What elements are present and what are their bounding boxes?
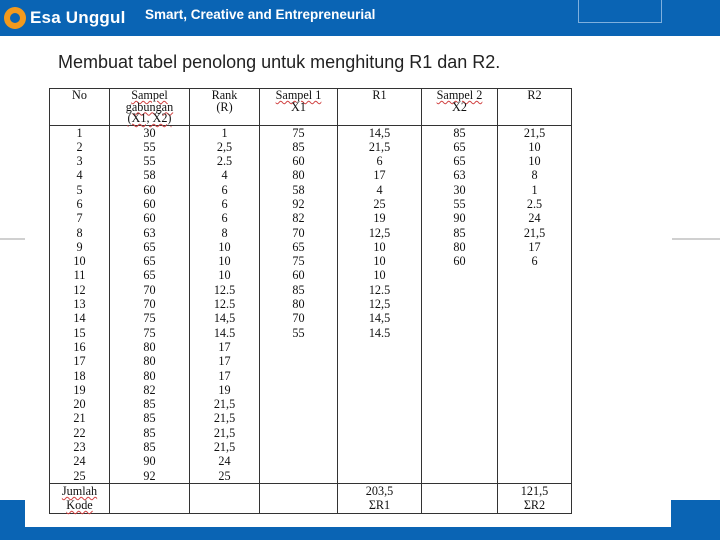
- table-row: [50, 125, 572, 140]
- table-cell: 82: [110, 383, 190, 397]
- footer-cell: ΣR2: [498, 498, 572, 513]
- table-cell: 14.5: [190, 326, 260, 340]
- table-cell: 21,5: [338, 140, 422, 154]
- table-cell: [260, 340, 338, 354]
- column-header: Sampel 2 X2: [422, 89, 498, 126]
- table-cell: 23: [50, 440, 110, 454]
- table-row: [50, 440, 572, 454]
- table-cell: 55: [110, 140, 190, 154]
- table-cell: 60: [110, 211, 190, 225]
- table-cell: [338, 426, 422, 440]
- table-cell: [498, 283, 572, 297]
- table-cell: [338, 340, 422, 354]
- table-cell: [260, 426, 338, 440]
- table-row: [50, 254, 572, 268]
- table-cell: 65: [110, 268, 190, 282]
- table-cell: 60: [260, 268, 338, 282]
- table-cell: 6: [190, 197, 260, 211]
- table-cell: 70: [110, 283, 190, 297]
- table-cell: 10: [498, 154, 572, 168]
- table-cell: [422, 397, 498, 411]
- table-cell: 21,5: [190, 397, 260, 411]
- table-cell: 1: [190, 125, 260, 140]
- table-cell: 25: [338, 197, 422, 211]
- table-cell: 55: [422, 197, 498, 211]
- footer-cell: 203,5: [338, 483, 422, 498]
- table-cell: 6: [190, 211, 260, 225]
- table-cell: 10: [338, 254, 422, 268]
- table-body: [50, 125, 572, 513]
- table-cell: 80: [110, 369, 190, 383]
- table-cell: 20: [50, 397, 110, 411]
- table-cell: 63: [110, 226, 190, 240]
- table-cell: [338, 440, 422, 454]
- table-cell: 80: [260, 297, 338, 311]
- table-cell: 30: [110, 125, 190, 140]
- footer-cell: [422, 483, 498, 498]
- table-cell: 85: [110, 397, 190, 411]
- table-cell: [260, 454, 338, 468]
- table-cell: [260, 440, 338, 454]
- table-cell: [422, 326, 498, 340]
- table-cell: [422, 369, 498, 383]
- table-row: [50, 211, 572, 225]
- table-cell: 10: [338, 240, 422, 254]
- table-cell: 22: [50, 426, 110, 440]
- table-cell: 65: [422, 154, 498, 168]
- table-cell: 19: [50, 383, 110, 397]
- header-bar: [0, 0, 720, 36]
- footer-cell: ΣR1: [338, 498, 422, 513]
- table-cell: 60: [110, 197, 190, 211]
- footer-cell: 121,5: [498, 483, 572, 498]
- helper-table: [49, 88, 572, 514]
- table-cell: 65: [110, 254, 190, 268]
- table-row: [50, 168, 572, 182]
- table-cell: 12.5: [338, 283, 422, 297]
- table-cell: 75: [260, 254, 338, 268]
- footer-cell: [190, 483, 260, 498]
- table-cell: 70: [260, 226, 338, 240]
- table-cell: 21,5: [498, 226, 572, 240]
- divider-left: [0, 238, 28, 240]
- table-cell: [338, 411, 422, 425]
- divider-right: [672, 238, 720, 240]
- column-header: No: [50, 89, 110, 126]
- table-cell: 60: [422, 254, 498, 268]
- table-cell: [422, 469, 498, 484]
- table-row: [50, 426, 572, 440]
- table-row: [50, 311, 572, 325]
- table-cell: [498, 383, 572, 397]
- table-cell: 80: [260, 168, 338, 182]
- table-cell: 55: [110, 154, 190, 168]
- table-cell: 10: [338, 268, 422, 282]
- table-cell: [338, 354, 422, 368]
- table-cell: [498, 469, 572, 484]
- table-cell: 5: [50, 183, 110, 197]
- table-cell: 6: [190, 183, 260, 197]
- table-row: [50, 226, 572, 240]
- table-cell: [498, 411, 572, 425]
- column-header: Sampel 1 X1: [260, 89, 338, 126]
- table-cell: 21,5: [498, 125, 572, 140]
- table-cell: 85: [110, 411, 190, 425]
- table-cell: 1: [50, 125, 110, 140]
- table-row: [50, 369, 572, 383]
- table-row: [50, 268, 572, 282]
- table-cell: 21,5: [190, 440, 260, 454]
- table-row: [50, 454, 572, 468]
- table-cell: 24: [190, 454, 260, 468]
- table-row: [50, 354, 572, 368]
- table-cell: [422, 268, 498, 282]
- table-cell: 10: [50, 254, 110, 268]
- table-cell: [498, 268, 572, 282]
- university-logo: [4, 4, 126, 32]
- table-cell: 17: [50, 354, 110, 368]
- table-cell: [422, 383, 498, 397]
- table-cell: 4: [338, 183, 422, 197]
- table-cell: 65: [422, 140, 498, 154]
- table-cell: [498, 326, 572, 340]
- table-cell: 82: [260, 211, 338, 225]
- table-cell: [498, 454, 572, 468]
- column-header: R2: [498, 89, 572, 126]
- table-cell: 12: [50, 283, 110, 297]
- table-cell: [422, 283, 498, 297]
- table-row: [50, 340, 572, 354]
- table-cell: 2: [50, 140, 110, 154]
- table-cell: [498, 340, 572, 354]
- table-cell: [422, 340, 498, 354]
- footer-cell: [422, 498, 498, 513]
- table-cell: 70: [260, 311, 338, 325]
- table-cell: 15: [50, 326, 110, 340]
- table-cell: 8: [498, 168, 572, 182]
- table-cell: 92: [260, 197, 338, 211]
- table-row: [50, 411, 572, 425]
- table-cell: 18: [50, 369, 110, 383]
- table-cell: 1: [498, 183, 572, 197]
- table-cell: 24: [498, 211, 572, 225]
- table-cell: 85: [260, 283, 338, 297]
- table-cell: 4: [50, 168, 110, 182]
- table-cell: 17: [190, 354, 260, 368]
- footer-cell: Jumlah: [50, 483, 110, 498]
- table-cell: 14,5: [190, 311, 260, 325]
- table-cell: 92: [110, 469, 190, 484]
- table-cell: [338, 369, 422, 383]
- table-cell: 12,5: [338, 226, 422, 240]
- table-cell: 10: [190, 254, 260, 268]
- table-cell: 2,5: [190, 140, 260, 154]
- column-header: Sampel gabungan (X1, X2): [110, 89, 190, 126]
- table-cell: [338, 454, 422, 468]
- column-header: Rank (R): [190, 89, 260, 126]
- table-cell: 85: [110, 426, 190, 440]
- table-row: [50, 197, 572, 211]
- table-cell: 9: [50, 240, 110, 254]
- table-cell: [260, 383, 338, 397]
- table-cell: 58: [260, 183, 338, 197]
- table-cell: 7: [50, 211, 110, 225]
- table-cell: 75: [260, 125, 338, 140]
- table-cell: 80: [110, 354, 190, 368]
- table-cell: 11: [50, 268, 110, 282]
- table-cell: [498, 354, 572, 368]
- table-cell: 19: [338, 211, 422, 225]
- table-cell: [338, 397, 422, 411]
- table-cell: 70: [110, 297, 190, 311]
- table-cell: [498, 297, 572, 311]
- table-cell: [422, 426, 498, 440]
- table-cell: 25: [50, 469, 110, 484]
- table-cell: 19: [190, 383, 260, 397]
- table-cell: 14,5: [338, 125, 422, 140]
- table-cell: 85: [260, 140, 338, 154]
- table-cell: [338, 469, 422, 484]
- table-cell: [260, 369, 338, 383]
- table-cell: 16: [50, 340, 110, 354]
- table-cell: 63: [422, 168, 498, 182]
- table-cell: [260, 469, 338, 484]
- table-cell: [260, 397, 338, 411]
- table-cell: 17: [338, 168, 422, 182]
- table-cell: [422, 411, 498, 425]
- table-cell: 24: [50, 454, 110, 468]
- table-cell: [422, 311, 498, 325]
- table-cell: 4: [190, 168, 260, 182]
- table-cell: 17: [498, 240, 572, 254]
- table-cell: 30: [422, 183, 498, 197]
- table-cell: 8: [190, 226, 260, 240]
- table-cell: 6: [498, 254, 572, 268]
- table-cell: 60: [260, 154, 338, 168]
- table-cell: 8: [50, 226, 110, 240]
- table-row: [50, 183, 572, 197]
- table-row: [50, 326, 572, 340]
- table-row: [50, 469, 572, 484]
- table-cell: 12.5: [190, 283, 260, 297]
- table-cell: 65: [110, 240, 190, 254]
- table-cell: 60: [110, 183, 190, 197]
- footer-cell: [110, 498, 190, 513]
- table-cell: 14: [50, 311, 110, 325]
- table-cell: [498, 311, 572, 325]
- table-cell: [422, 354, 498, 368]
- table-cell: 6: [50, 197, 110, 211]
- table-cell: 17: [190, 369, 260, 383]
- table-cell: 3: [50, 154, 110, 168]
- footer-cell: Kode: [50, 498, 110, 513]
- table-cell: 21: [50, 411, 110, 425]
- table-cell: [260, 354, 338, 368]
- table-row: [50, 154, 572, 168]
- logo-emblem-icon: [4, 7, 26, 29]
- table-cell: 25: [190, 469, 260, 484]
- table-footer-row: [50, 483, 572, 498]
- column-header: R1: [338, 89, 422, 126]
- table-footer-row: [50, 498, 572, 513]
- table-cell: 10: [190, 240, 260, 254]
- footer-cell: [260, 498, 338, 513]
- table-cell: 13: [50, 297, 110, 311]
- table-cell: 10: [190, 268, 260, 282]
- table-cell: [498, 397, 572, 411]
- table-cell: 12.5: [190, 297, 260, 311]
- table-image: [25, 85, 671, 527]
- table-cell: 90: [110, 454, 190, 468]
- footer-cell: [110, 483, 190, 498]
- footer-cell: [260, 483, 338, 498]
- table-row: [50, 297, 572, 311]
- table-cell: 14,5: [338, 311, 422, 325]
- table-row: [50, 240, 572, 254]
- table-cell: [498, 426, 572, 440]
- table-cell: 58: [110, 168, 190, 182]
- table-cell: [422, 297, 498, 311]
- table-cell: 65: [260, 240, 338, 254]
- table-cell: 21,5: [190, 426, 260, 440]
- table-cell: 80: [110, 340, 190, 354]
- table-cell: [422, 440, 498, 454]
- table-cell: 6: [338, 154, 422, 168]
- table-cell: [338, 383, 422, 397]
- table-cell: [498, 440, 572, 454]
- table-row: [50, 283, 572, 297]
- table-cell: 2.5: [498, 197, 572, 211]
- table-row: [50, 397, 572, 411]
- table-cell: 85: [422, 226, 498, 240]
- table-cell: 55: [260, 326, 338, 340]
- table-cell: 85: [422, 125, 498, 140]
- table-cell: 10: [498, 140, 572, 154]
- table-cell: 2.5: [190, 154, 260, 168]
- table-cell: 14.5: [338, 326, 422, 340]
- slide-subtitle: Membuat tabel penolong untuk menghitung R1 dan R2.: [58, 52, 501, 72]
- tagline: Smart, Creative and Entrepreneurial: [145, 7, 376, 22]
- table-cell: [498, 369, 572, 383]
- table-cell: [422, 454, 498, 468]
- table-header-row: [50, 89, 572, 126]
- table-cell: 75: [110, 326, 190, 340]
- table-row: [50, 383, 572, 397]
- table-cell: 75: [110, 311, 190, 325]
- table-cell: 17: [190, 340, 260, 354]
- table-cell: [260, 411, 338, 425]
- table-cell: 80: [422, 240, 498, 254]
- table-row: [50, 140, 572, 154]
- footer-cell: [190, 498, 260, 513]
- table-cell: 12,5: [338, 297, 422, 311]
- logo-text: Esa Unggul: [30, 8, 126, 27]
- table-cell: 85: [110, 440, 190, 454]
- table-cell: 21,5: [190, 411, 260, 425]
- header-decoration: [578, 0, 662, 23]
- table-cell: 90: [422, 211, 498, 225]
